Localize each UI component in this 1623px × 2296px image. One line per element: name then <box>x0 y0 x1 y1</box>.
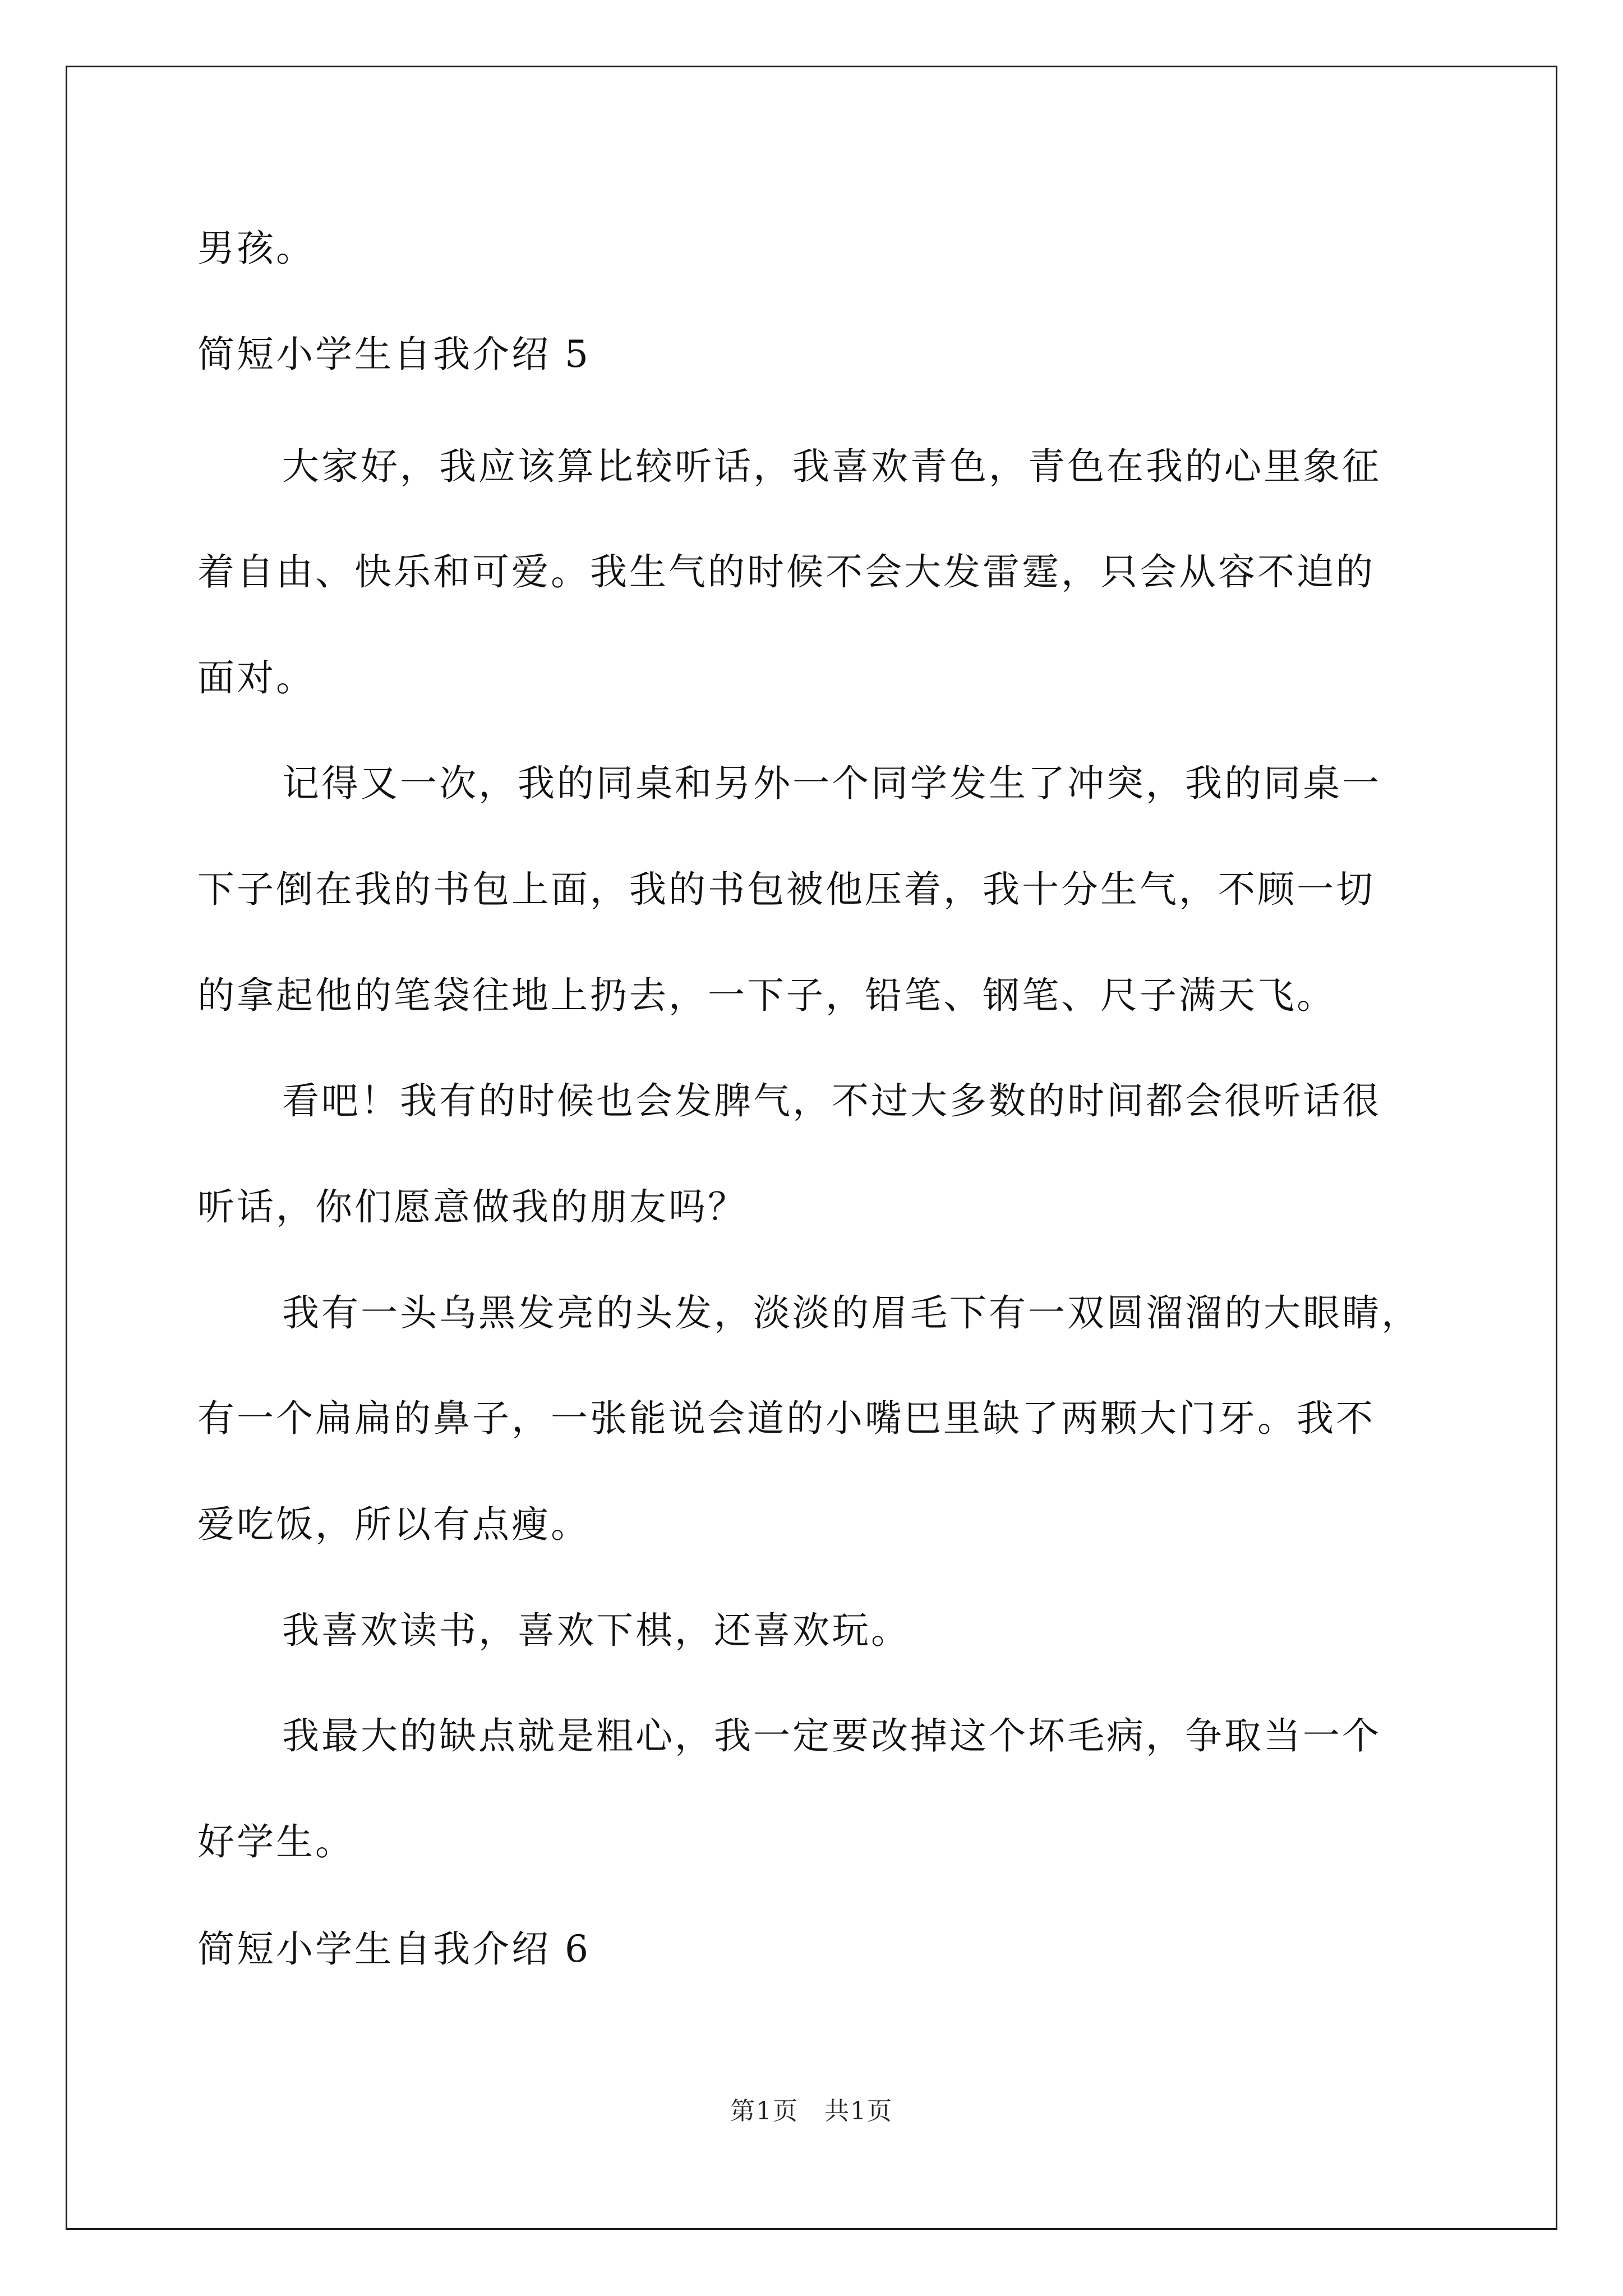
page-footer: 第1页 共1页 <box>730 2097 893 2125</box>
paragraph-2-line-3: 的拿起他的笔袋往地上扔去，一下子，铅笔、钢笔、尺子满天飞。 <box>197 974 1336 1017</box>
paragraph-6-line-1: 我最大的缺点就是粗心，我一定要改掉这个坏毛病，争取当一个 <box>282 1714 1381 1757</box>
paragraph-2-line-1: 记得又一次，我的同桌和另外一个同学发生了冲突，我的同桌一 <box>282 762 1381 805</box>
paragraph-1-line-3: 面对。 <box>197 656 315 700</box>
paragraph-3-line-1: 看吧！我有的时候也会发脾气，不过大多数的时间都会很听话很 <box>282 1079 1381 1122</box>
paragraph-4-line-3: 爱吃饭，所以有点瘦。 <box>197 1503 590 1546</box>
section-heading-5: 简短小学生自我介绍 5 <box>197 333 591 376</box>
paragraph-6-line-2: 好学生。 <box>197 1820 354 1864</box>
paragraph-4-line-1: 我有一头乌黑发亮的头发，淡淡的眉毛下有一双圆溜溜的大眼睛， <box>282 1291 1421 1335</box>
paragraph-3-line-2: 听话，你们愿意做我的朋友吗？ <box>197 1185 747 1228</box>
section-heading-6: 简短小学生自我介绍 6 <box>197 1927 591 1971</box>
paragraph-5-line-1: 我喜欢读书，喜欢下棋，还喜欢玩。 <box>282 1609 910 1652</box>
page-border <box>66 66 1557 2230</box>
paragraph-2-line-2: 下子倒在我的书包上面，我的书包被他压着，我十分生气，不顾一切 <box>197 868 1375 911</box>
paragraph-ending-line: 男孩。 <box>197 227 315 270</box>
paragraph-1-line-1: 大家好，我应该算比较听话，我喜欢青色，青色在我的心里象征 <box>282 445 1381 488</box>
paragraph-1-line-2: 着自由、快乐和可爱。我生气的时候不会大发雷霆，只会从容不迫的 <box>197 550 1375 593</box>
paragraph-4-line-2: 有一个扁扁的鼻子，一张能说会道的小嘴巴里缺了两颗大门牙。我不 <box>197 1397 1375 1440</box>
